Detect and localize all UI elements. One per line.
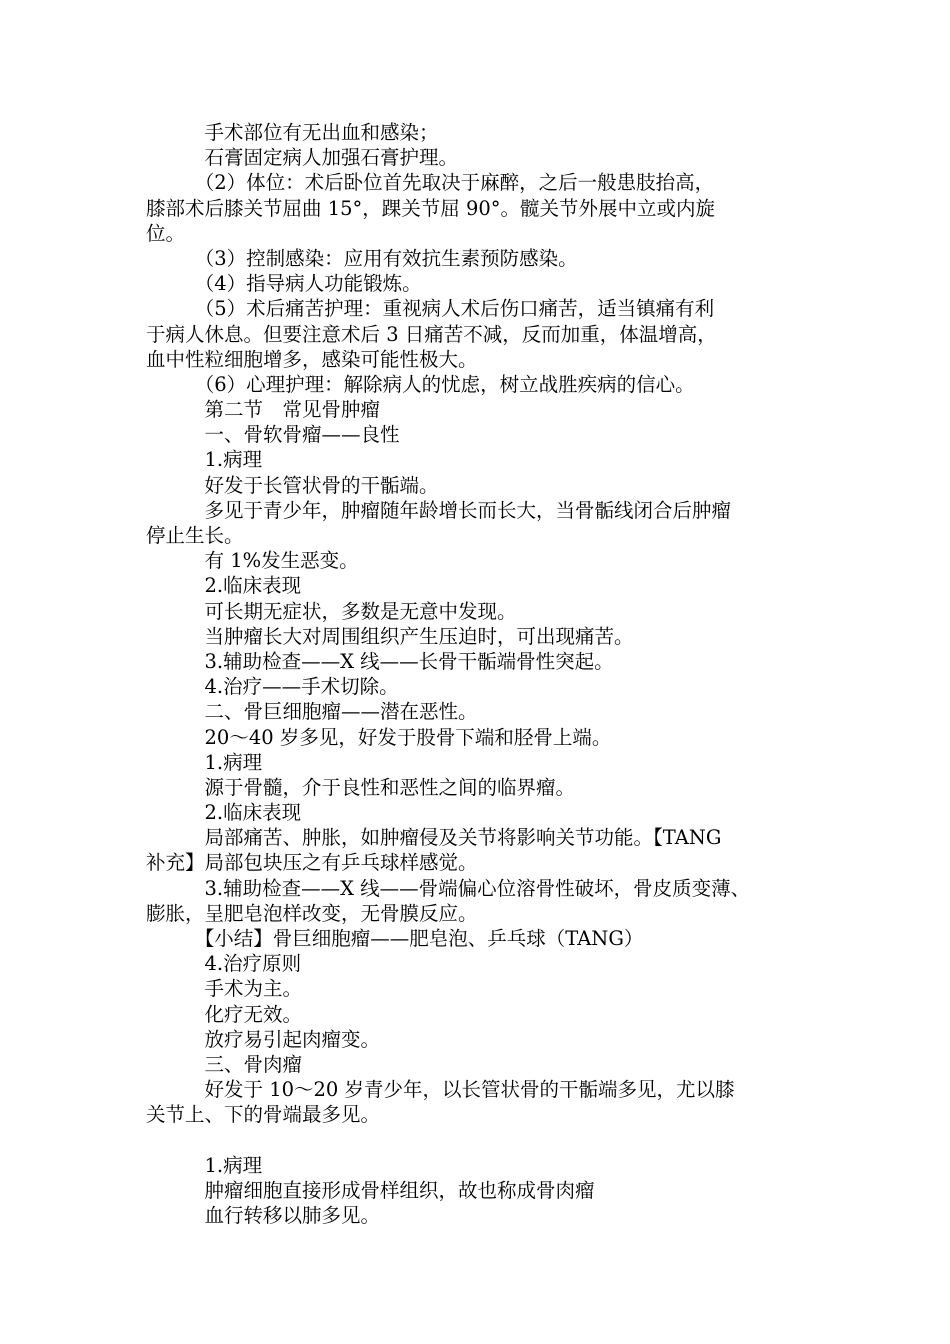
text-line: （5）术后痛苦护理：重视病人术后伤口痛苦，适当镇痛有利	[146, 297, 715, 321]
text-line: 位。	[146, 221, 186, 245]
text-line: 好发于 10～20 岁青少年，以长管状骨的干骺端多见，尤以膝	[146, 1078, 735, 1102]
text-line: 1.病理	[146, 448, 263, 472]
text-line: 膝部术后膝关节屈曲 15°，踝关节屈 90°。髋关节外展中立或内旋	[146, 196, 716, 220]
text-line: 手术部位有无出血和感染；	[146, 121, 439, 144]
text-line: 停止生长。	[146, 524, 244, 547]
text-line: 1.病理	[146, 1153, 263, 1177]
text-line: 2.临床表现	[146, 801, 302, 825]
text-line: 手术为主。	[146, 977, 303, 1001]
text-line: 关节上、下的骨端最多见。	[146, 1103, 381, 1127]
blank-line	[146, 1128, 811, 1153]
text-line: 4.治疗原则	[146, 952, 302, 976]
text-line: 血行转移以肺多见。	[146, 1204, 381, 1228]
text-line: 当肿瘤长大对周围组织产生压迫时，可出现痛苦。	[146, 624, 634, 648]
text-line: 血中性粒细胞增多，感染可能性极大。	[146, 347, 478, 371]
text-line: （3）控制感染：应用有效抗生素预防感染。	[146, 246, 578, 270]
text-line: 膨胀，呈肥皂泡样改变，无骨膜反应。	[146, 901, 478, 925]
text-line: 20～40 岁多见，好发于股骨下端和胫骨上端。	[146, 725, 612, 749]
text-line: 二、骨巨细胞瘤——潜在恶性。	[146, 700, 478, 724]
text-line: （2）体位：术后卧位首先取决于麻醉，之后一般患肢抬高，	[146, 171, 715, 195]
document-body	[146, 120, 811, 1228]
text-line: 局部痛苦、肿胀，如肿瘤侵及关节将影响关节功能。【TANG	[146, 826, 722, 850]
text-line: 多见于青少年，肿瘤随年龄增长而长大，当骨骺线闭合后肿瘤	[146, 498, 732, 522]
text-line: （4）指导病人功能锻炼。	[146, 272, 422, 296]
text-line: 3.辅助检查——X 线——骨端偏心位溶骨性破坏，骨皮质变薄、	[146, 876, 751, 900]
text-line: 源于骨髓，介于良性和恶性之间的临界瘤。	[146, 775, 576, 799]
text-line: 三、骨肉瘤	[146, 1052, 303, 1076]
text-line: 补充】局部包块压之有乒乓球样感觉。	[146, 851, 478, 875]
text-line: 于病人休息。但要注意术后 3 日痛苦不减，反而加重，体温增高，	[146, 322, 717, 346]
text-line: 第二节 常见骨肿瘤	[146, 398, 381, 422]
text-line: 3.辅助检查——X 线——长骨干骺端骨性突起。	[146, 649, 614, 673]
text-line: 放疗易引起肉瘤变。	[146, 1027, 381, 1051]
text-line: 2.临床表现	[146, 574, 302, 598]
text-line: 有 1%发生恶变。	[146, 549, 359, 573]
text-line: 1.病理	[146, 750, 263, 774]
text-line: 好发于长管状骨的干骺端。	[146, 473, 439, 497]
text-line: 可长期无症状，多数是无意中发现。	[146, 599, 517, 623]
text-line: 石膏固定病人加强石膏护理。	[146, 146, 459, 170]
text-line: （6）心理护理：解除病人的忧虑，树立战胜疾病的信心。	[146, 372, 695, 396]
text-line: 一、骨软骨瘤——良性	[146, 423, 400, 447]
text-line: 4.治疗——手术切除。	[146, 675, 399, 699]
text-line: 【小结】骨巨细胞瘤——肥皂泡、乒乓球（TANG）	[146, 927, 644, 950]
text-line: 肿瘤细胞直接形成骨样组织，故也称成骨肉瘤	[146, 1178, 595, 1202]
text-line: 化疗无效。	[146, 1002, 303, 1026]
